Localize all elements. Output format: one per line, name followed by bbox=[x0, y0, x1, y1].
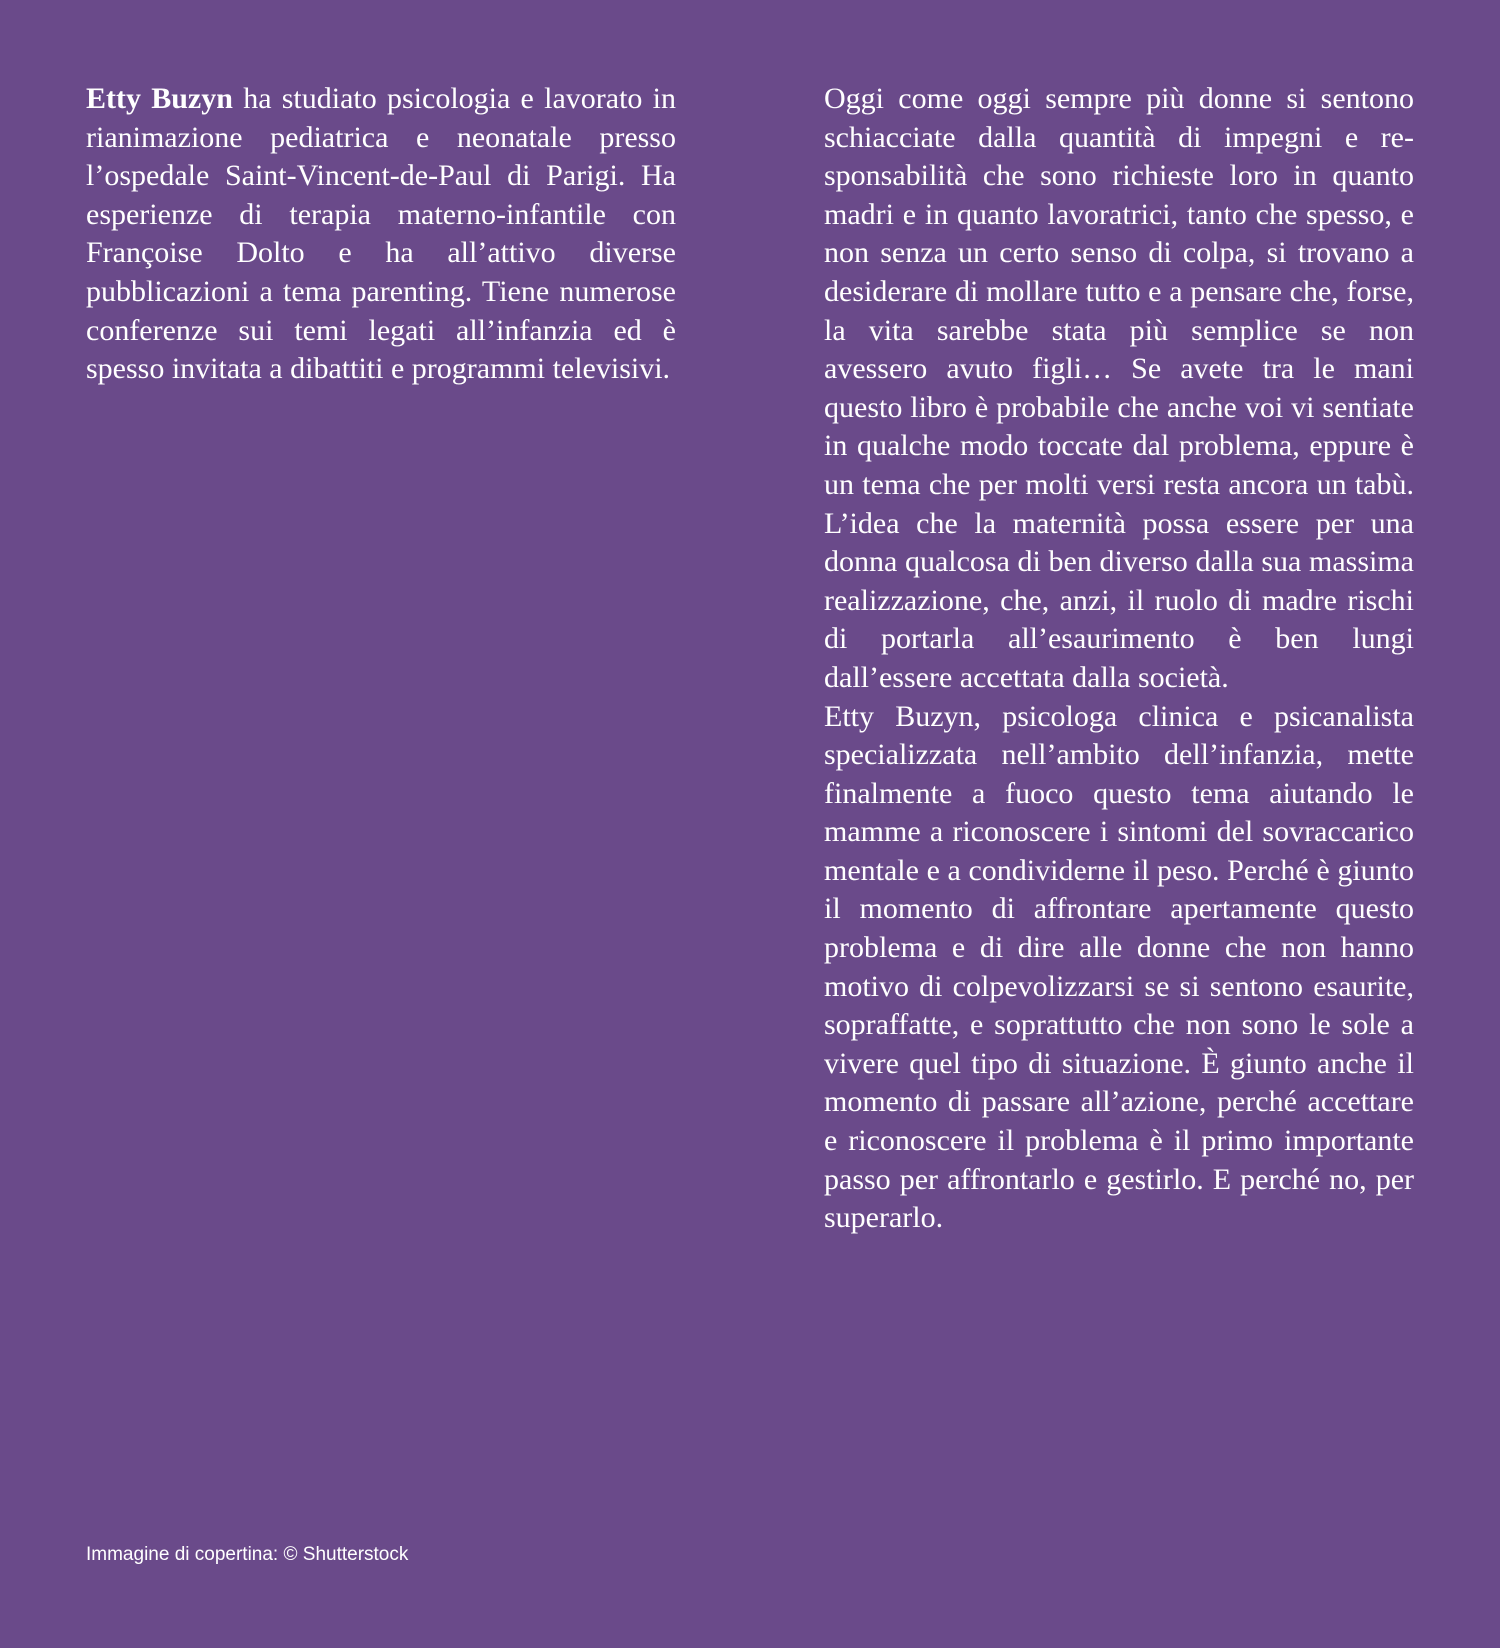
author-name: Etty Buzyn bbox=[86, 82, 233, 115]
blurb-paragraph-1: Oggi come oggi sempre più donne si sentono schiacciate dalla quantità di impegni e responsabilità che sono richieste loro in quanto madri e in quanto lavoratrici, tanto che spesso, e non senza un certo senso di colpa, si trovano a desiderare di mollare tutto e a pensare che, forse, la vita sarebbe stata più semplice se non avessero avuto figli… Se avete tra le mani questo libro è probabile che anche voi vi sentiate in qualche modo toccate dal problema, eppure è un tema che per molti versi resta ancora un tabù. L’idea che la maternità possa essere per una donna qualcosa di ben diverso dalla sua massima realizzazione, che, anzi, il ruolo di madre rischi di portarla all’esaurimento è ben lungi dall’essere accettata dalla società. bbox=[824, 82, 1414, 694]
cover-image-credit: Immagine di copertina: © Shutterstock bbox=[86, 1544, 409, 1565]
author-bio-text: ha studiato psicologia e lavorato in rianimazione pediatrica e neonatale presso l’ospedale Saint-Vincent-de-Paul di Parigi. Ha esperienze di terapia materno-infantile con Françoise Dolto e ha all’attivo diverse pubblicazioni a tema parenting. Tiene numerose conferenze sui temi legati all’infanzia ed è spesso invitata a dibattiti e programmi televisivi. bbox=[86, 82, 676, 386]
book-blurb bbox=[824, 80, 1414, 1238]
author-bio-paragraph bbox=[86, 80, 676, 389]
author-bio bbox=[86, 80, 676, 389]
blurb-paragraph-2: Etty Buzyn, psicologa clinica e psicanalista specializzata nell’ambito dell’infanzia, mette finalmente a fuoco questo tema aiutando le mamme a riconoscere i sintomi del sovraccarico mentale e a condividerne il peso. Perché è giunto il momento di affrontare apertamente questo problema e di dire alle donne che non hanno motivo di colpevolizzarsi se si sentono esaurite, sopraffatte, e soprattutto che non sono le sole a vivere quel tipo di situazione. È giunto anche il momento di passare all’azione, perché accettare e riconoscere il problema è il primo importante passo per affrontarlo e gestirlo. E perché no, per superarlo. bbox=[824, 699, 1414, 1235]
